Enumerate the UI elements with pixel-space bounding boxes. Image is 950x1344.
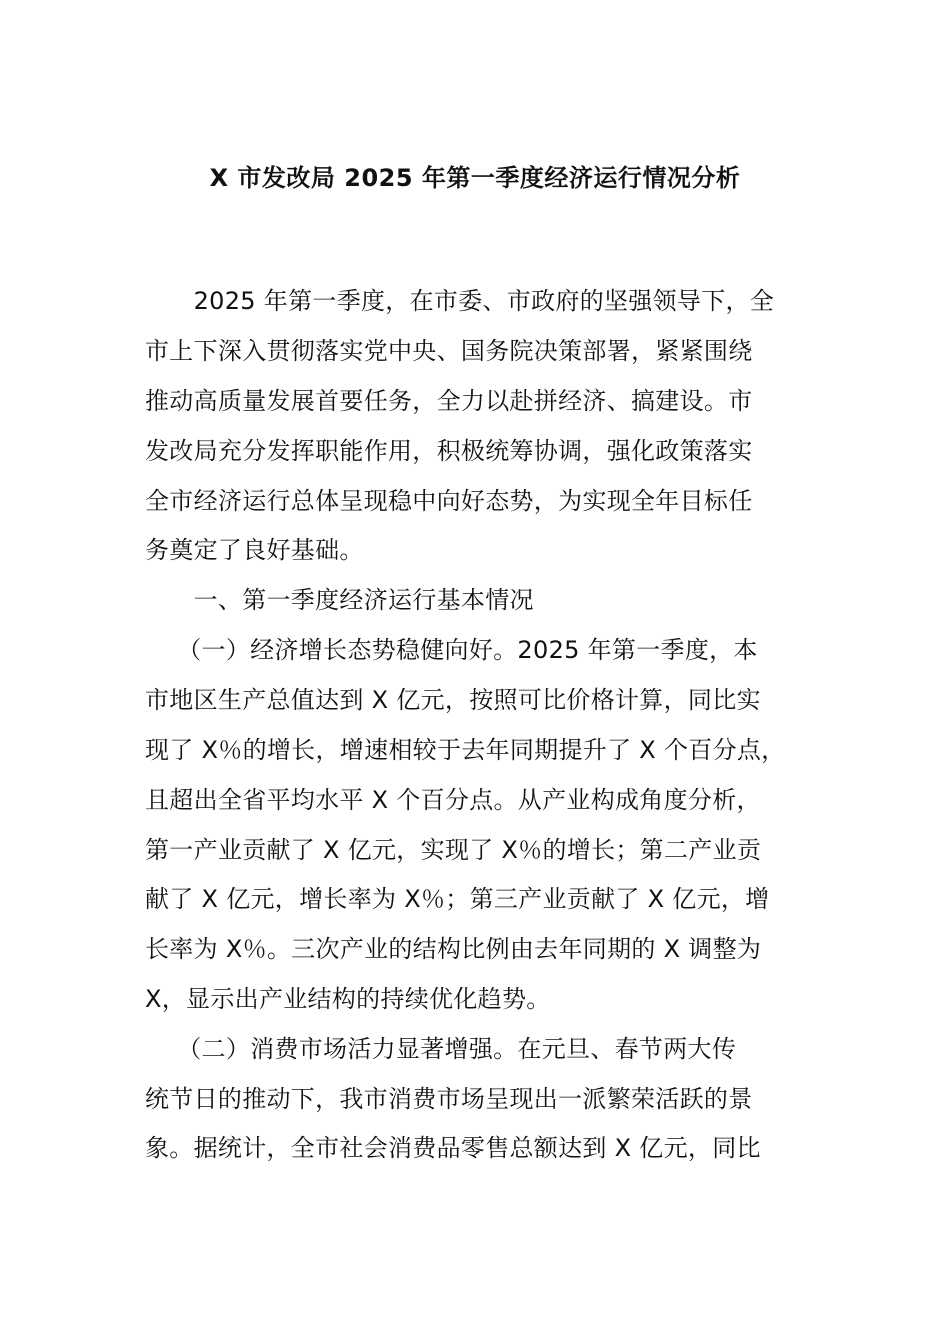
document-title: X 市发改局 2025 年第一季度经济运行情况分析 (209, 164, 741, 192)
body-line-13: 献了 X 亿元，增长率为 X％；第三产业贡献了 X 亿元，增 (145, 885, 770, 913)
body-line-11: 且超出全省平均水平 X 个百分点。从产业构成角度分析， (145, 786, 761, 814)
body-line-15: X，显示出产业结构的持续优化趋势。 (145, 985, 551, 1013)
body-line-4: 发改局充分发挥职能作用，积极统筹协调，强化政策落实 (145, 437, 753, 465)
body-line-6: 务奠定了良好基础。 (145, 536, 364, 564)
body-line-8: （一）经济增长态势稳健向好。2025 年第一季度，本 (145, 636, 758, 664)
body-line-2: 市上下深入贯彻落实党中央、国务院决策部署，紧紧围绕 (145, 337, 753, 365)
body-line-1: 2025 年第一季度，在市委、市政府的坚强领导下，全 (145, 287, 775, 315)
body-line-10: 现了 X％的增长，增速相较于去年同期提升了 X 个百分点， (145, 736, 786, 764)
section-heading-1: 一、第一季度经济运行基本情况 (145, 586, 534, 614)
body-line-12: 第一产业贡献了 X 亿元，实现了 X％的增长；第二产业贡 (145, 836, 762, 864)
body-line-16: （二）消费市场活力显著增强。在元旦、春节两大传 (145, 1035, 737, 1063)
body-line-14: 长率为 X％。三次产业的结构比例由去年同期的 X 调整为 (145, 935, 762, 963)
body-line-9: 市地区生产总值达到 X 亿元，按照可比价格计算，同比实 (145, 686, 761, 714)
body-line-18: 象。据统计，全市社会消费品零售总额达到 X 亿元，同比 (145, 1134, 761, 1162)
body-line-5: 全市经济运行总体呈现稳中向好态势，为实现全年目标任 (145, 487, 753, 515)
body-line-17: 统节日的推动下，我市消费市场呈现出一派繁荣活跃的景 (145, 1085, 753, 1113)
body-line-3: 推动高质量发展首要任务，全力以赴拼经济、搞建设。市 (145, 387, 753, 415)
